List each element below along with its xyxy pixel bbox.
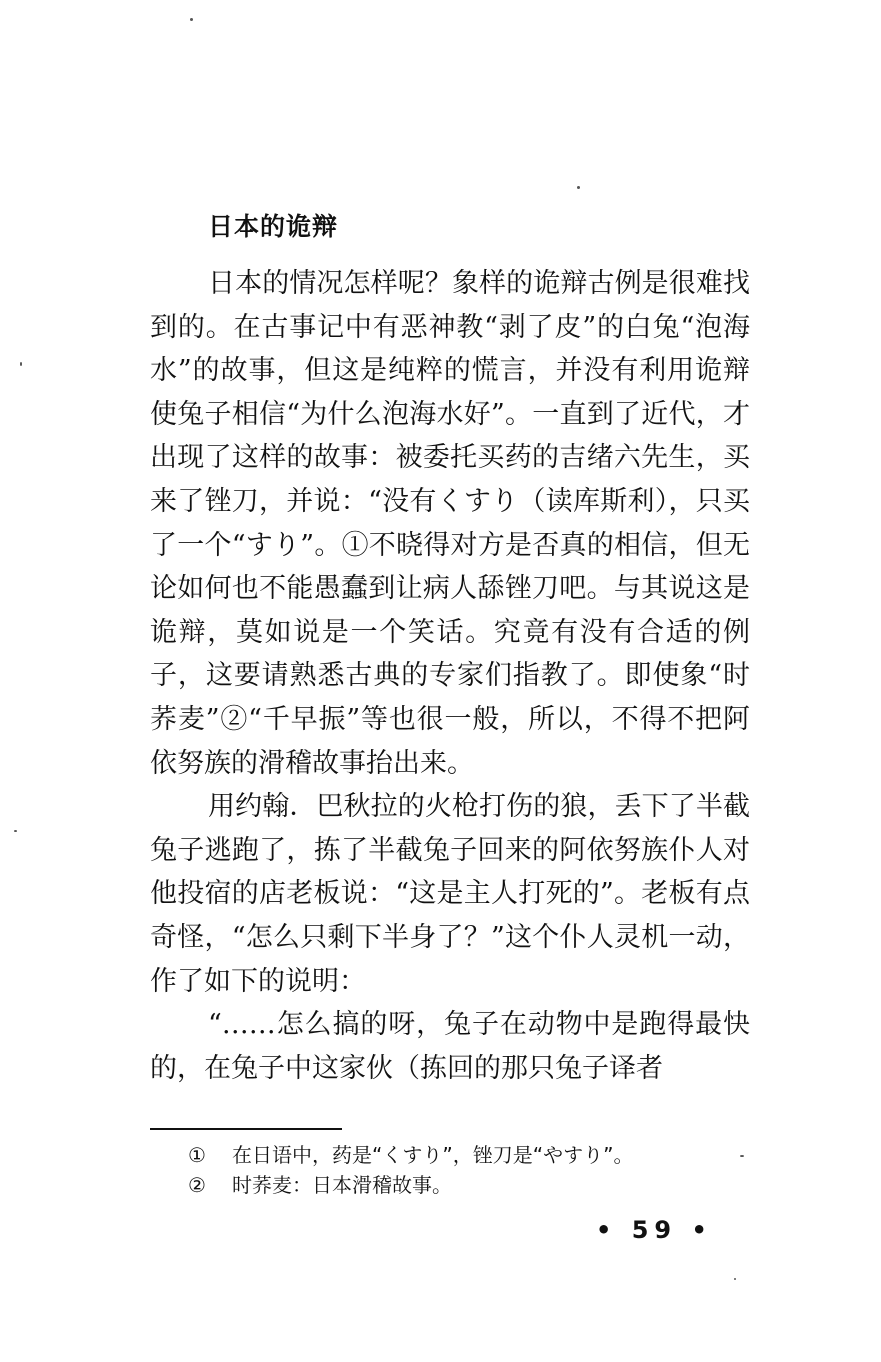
- footnotes: [188, 1140, 748, 1200]
- body-text: [150, 262, 750, 1090]
- footnote-divider: [150, 1128, 342, 1130]
- paragraph: 用约翰．巴秋拉的火枪打伤的狼，丢下了半截兔子逃跑了，拣了半截兔子回来的阿依努族仆人对他投宿的店老板说：“这是主人打死的”。老板有点奇怪，“怎么只剩下半身了？”这个仆人灵机一动，作了如下的说明：: [150, 791, 750, 997]
- section-heading: 日本的诡辩: [208, 212, 339, 241]
- footnote-mark: ②: [188, 1173, 206, 1197]
- scan-speck: [740, 1155, 744, 1157]
- footnote-text: 时荞麦：日本滑稽故事。: [232, 1173, 452, 1197]
- footnote-mark: ①: [188, 1143, 206, 1167]
- paragraph: 日本的情况怎样呢？象样的诡辩古例是很难找到的。在古事记中有恶神教“剥了皮”的白兔“泡海水”的故事，但这是纯粹的慌言，并没有利用诡辩使兔子相信“为什么泡海水好”。一直到了近代，才出现了这样的故事：被委托买药的吉绪六先生，买来了锉刀，并说：“没有くすり（读库斯利），只买了一个“すり”。①不晓得对方是否真的相信，但无论如何也不能愚蠢到让病人舔锉刀吧。与其说这是诡辩，莫如说是一个笑话。究竟有没有合适的例子，这要请熟悉古典的专家们指教了。即使象“时荞麦”②“千早振”等也很一般，所以，不得不把阿依努族的滑稽故事抬出来。: [150, 268, 750, 779]
- footnote-text: 在日语中，药是“くすり”，锉刀是“やすり”。: [232, 1143, 634, 1167]
- scan-speck: [14, 830, 17, 832]
- footnote: [188, 1140, 748, 1170]
- scan-speck: [577, 186, 580, 189]
- paragraph: “……怎么搞的呀，兔子在动物中是跑得最快的，在兔子中这家伙（拣回的那只兔子译者: [150, 1009, 750, 1084]
- scan-speck: [20, 362, 22, 366]
- page-number: • 59 •: [596, 1216, 713, 1244]
- scan-speck: [734, 1278, 736, 1280]
- scan-speck: [190, 18, 193, 21]
- footnote: [188, 1170, 748, 1200]
